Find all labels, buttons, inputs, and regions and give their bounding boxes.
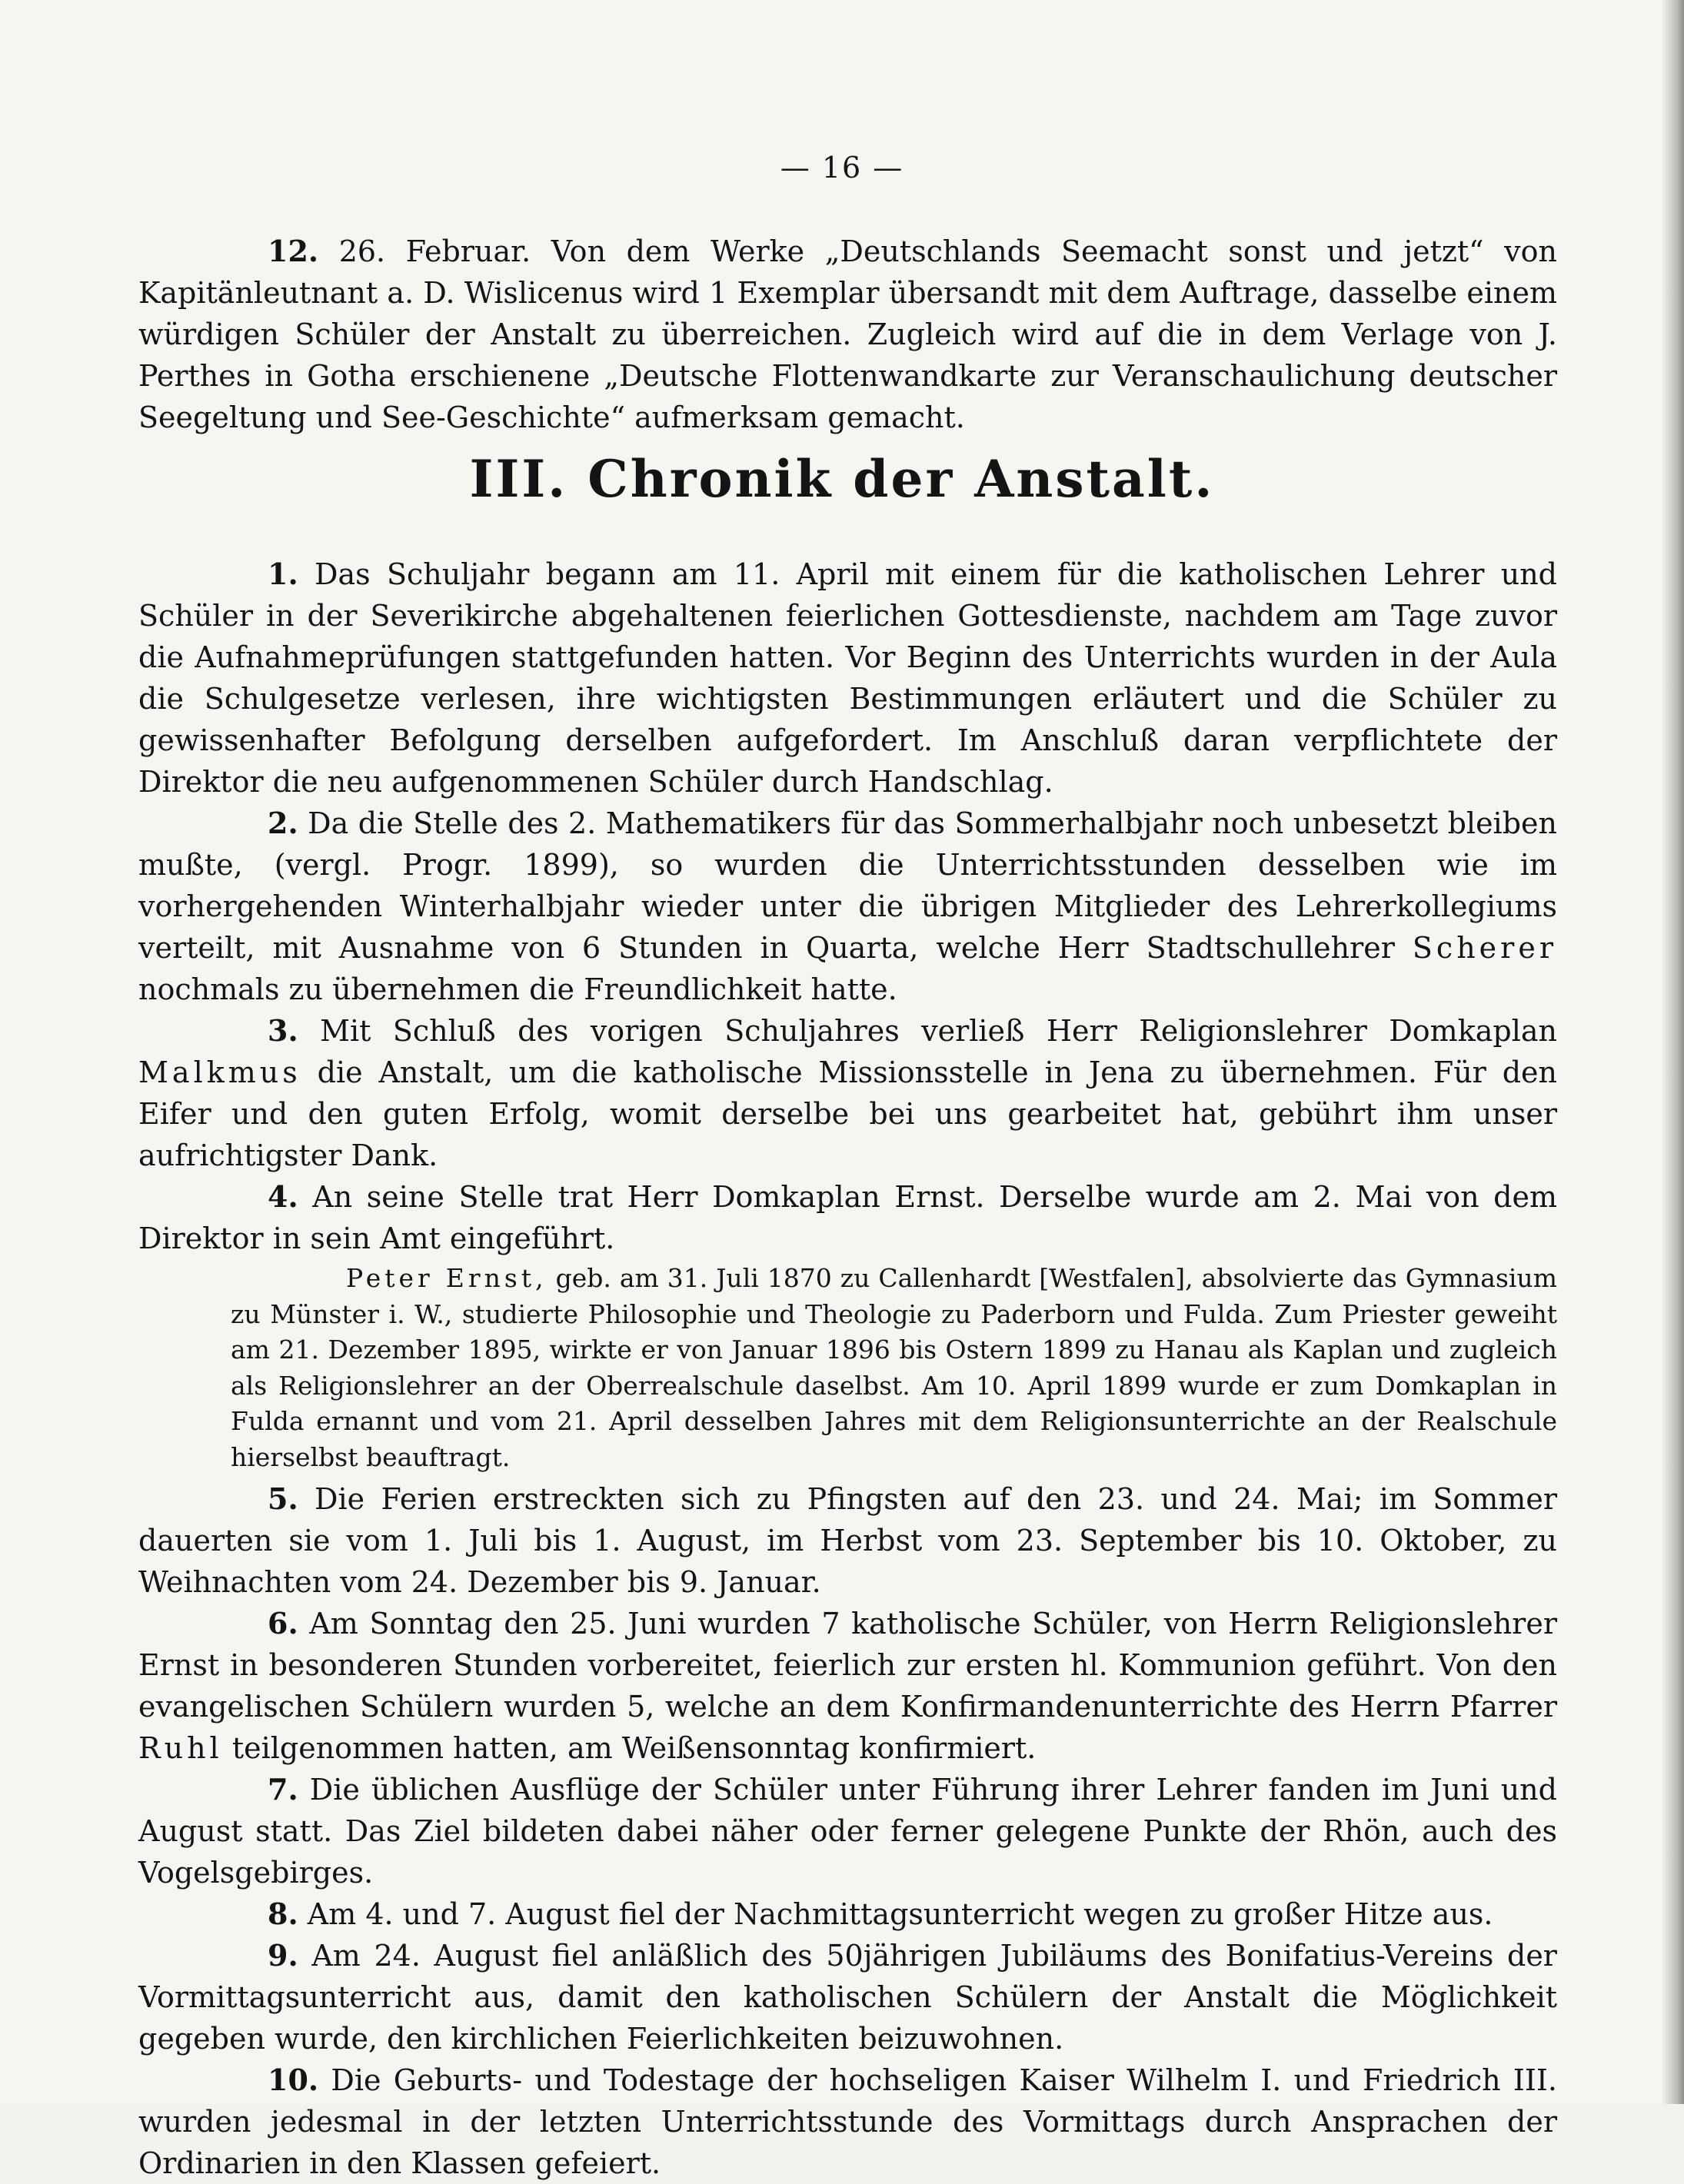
item-text: An seine Stelle trat Herr Domkaplan Ernst. Derselbe wurde am 2. Mai von dem Direktor in sein Amt eingeführt. — [138, 1180, 1557, 1255]
person-name: Ruhl — [138, 1731, 223, 1765]
item-number: 3. — [268, 1013, 298, 1048]
item-text: Am 4. und 7. August fiel der Nachmittagsunterricht wegen zu großer Hitze aus. — [307, 1897, 1493, 1931]
item-number: 5. — [268, 1481, 298, 1516]
item-number: 10. — [268, 2063, 319, 2097]
item-text: Am Sonntag den 25. Juni wurden 7 katholische Schüler, von Herrn Religionslehrer Ernst in besonderen Stunden vorbereitet, feierlich zur ersten hl. Kommunion geführt. Von den evangelischen Schülern wurden 5, welche an dem Konfirmandenunterrichte des Herrn Pfarrer — [138, 1607, 1557, 1724]
note-text: geb. am 31. Juli 1870 zu Callenhardt [Westfalen], absolvierte das Gymnasium zu Münster i. W., studierte Philosophie und Theologie zu Paderborn und Fulda. Zum Priester geweiht am 21. Dezember 1895, wirkte er von Januar 1896 bis Ostern 1899 zu Hanau als Kaplan und zugleich als Religionslehrer an der Oberrealschule daselbst. Am 10. April 1899 wurde er zum Domkaplan in Fulda ernannt und vom 21. April desselben Jahres mit dem Religionsunterrichte an der Realschule hierselbst beauftragt. — [231, 1263, 1557, 1472]
chronicle-item-5 — [138, 1478, 1557, 1603]
page-edge-shadow — [1661, 0, 1684, 2104]
chronicle-item-3 — [138, 1010, 1557, 1176]
item-text-continued: teilgenommen hatten, am Weißensonntag konfirmiert. — [231, 1731, 1037, 1765]
item-text-continued: nochmals zu übernehmen die Freundlichkeit hatte. — [138, 972, 897, 1006]
chronicle-item-10 — [138, 2059, 1557, 2184]
item-number: 2. — [268, 806, 298, 840]
paragraph-12 — [138, 231, 1557, 438]
page-number: — 16 — — [780, 151, 904, 184]
chronicle-list — [138, 553, 1557, 2184]
item-text: Die Geburts- und Todestage der hochseligen Kaiser Wilhelm I. und Friedrich III. wurden jedesmal in der letzten Unterrichtsstunde des Vormittags durch Ansprachen der Ordinarien in den Klassen gefeiert. — [138, 2063, 1557, 2180]
item-text-continued: die Anstalt, um die katholische Missionsstelle in Jena zu übernehmen. Für den Eifer und den guten Erfolg, womit derselbe bei uns gearbeitet hat, gebührt ihm unser aufrichtigster Dank. — [138, 1055, 1557, 1172]
person-name: Malkmus — [138, 1055, 301, 1089]
item-number: 7. — [268, 1772, 298, 1807]
chronicle-item-9 — [138, 1935, 1557, 2059]
item-text: 26. Februar. Von dem Werke „Deutschlands Seemacht sonst und jetzt“ von Kapitänleutnant a. D. Wislicenus wird 1 Exemplar übersandt mit dem Auftrage, dasselbe einem würdigen Schüler der Anstalt zu überreichen. Zugleich wird auf die in dem Verlage von J. Perthes in Gotha erschienene „Deutsche Flottenwandkarte zur Veranschaulichung deutscher Seegeltung und See-Geschichte“ aufmerksam gemacht. — [138, 234, 1557, 434]
chronicle-item-4 — [138, 1176, 1557, 1259]
item-text: Das Schuljahr begann am 11. April mit einem für die katholischen Lehrer und Schüler in der Severikirche abgehaltenen feierlichen Gottesdienste, nachdem am Tage zuvor die Aufnahmeprüfungen stattgefunden hatten. Vor Beginn des Unterrichts wurden in der Aula die Schulgesetze verlesen, ihre wichtigsten Bestimmungen erläutert und die Schüler zu gewissenhafter Befolgung derselben aufgefordert. Im Anschluß daran verpflichtete der Direktor die neu aufgenommenen Schüler durch Handschlag. — [138, 557, 1557, 799]
item-number: 9. — [268, 1938, 298, 1973]
item-text: Da die Stelle des 2. Mathematikers für das Sommerhalbjahr noch unbesetzt bleiben mußte, (vergl. Progr. 1899), so wurden die Unterrichtsstunden desselben wie im vorhergehenden Winterhalbjahr wieder unter die übrigen Mitglieder des Lehrerkollegiums verteilt, mit Ausnahme von 6 Stunden in Quarta, welche Herr Stadtschullehrer — [138, 806, 1557, 965]
chronicle-item-8 — [138, 1893, 1557, 1935]
item-text: Mit Schluß des vorigen Schuljahres verließ Herr Religionslehrer Domkaplan — [320, 1014, 1557, 1048]
chronicle-item-2 — [138, 803, 1557, 1010]
section-heading: III. Chronik der Anstalt. — [469, 449, 1215, 509]
item-text: Die Ferien erstreckten sich zu Pfingsten auf den 23. und 24. Mai; im Sommer dauerten sie vom 1. Juli bis 1. August, im Herbst vom 23. September bis 10. Oktober, zu Weihnachten vom 24. Dezember bis 9. Januar. — [138, 1482, 1557, 1599]
person-name: Scherer — [1412, 931, 1557, 965]
item-number: 8. — [268, 1896, 298, 1931]
chronicle-item-1 — [138, 553, 1557, 803]
person-name: Peter Ernst, — [346, 1263, 547, 1293]
item-number: 1. — [268, 557, 298, 591]
chronicle-item-7 — [138, 1769, 1557, 1893]
biography-note — [231, 1261, 1557, 1475]
chronicle-item-6 — [138, 1603, 1557, 1769]
item-number: 4. — [268, 1179, 298, 1214]
item-number: 12. — [268, 234, 319, 268]
item-text: Am 24. August fiel anläßlich des 50jährigen Jubiläums des Bonifatius-Vereins der Vormittagsunterricht aus, damit den katholischen Schülern der Anstalt die Möglichkeit gegeben wurde, den kirchlichen Feierlichkeiten beizuwohnen. — [138, 1939, 1557, 2056]
item-text: Die üblichen Ausflüge der Schüler unter Führung ihrer Lehrer fanden im Juni und August statt. Das Ziel bildeten dabei näher oder ferner gelegene Punkte der Rhön, auch des Vogelsgebirges. — [138, 1773, 1557, 1890]
item-number: 6. — [268, 1606, 298, 1640]
